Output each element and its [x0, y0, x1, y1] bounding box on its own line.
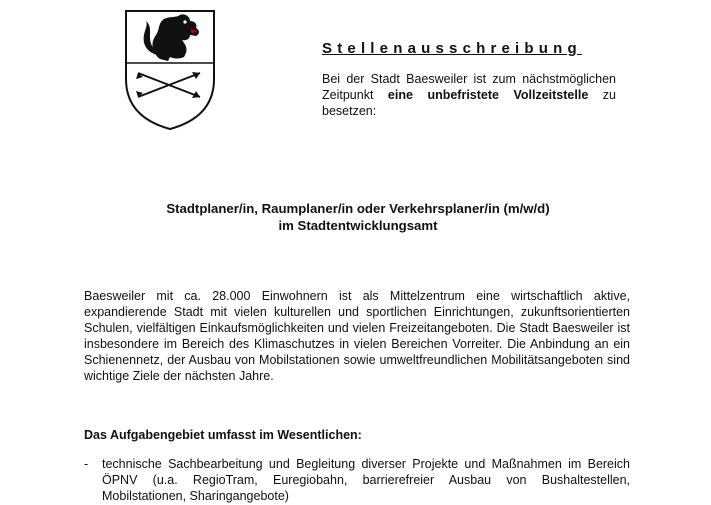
intro-highlight: eine unbefristete Vollzeitstelle: [387, 88, 589, 102]
position-title-line2: im Stadtentwicklungsamt: [278, 218, 438, 233]
task-text: technische Sachbearbeitung und Begleitung diverser Projekte und Maßnahmen im Bereich ÖPNV (u.a. RegioTram, Euregiobahn, barrierefreier Ausbau von Bushaltestellen, Mobilstationen, Sharingangebote): [102, 457, 630, 503]
tasks-heading: Das Aufgabengebiet umfasst im Wesentlichen:: [84, 428, 362, 442]
position-title: [80, 200, 636, 234]
city-description: Baesweiler mit ca. 28.000 Einwohnern ist als Mittelzentrum eine wirtschaftlich aktive, expandierende Stadt mit vielen kulturellen und sportlichen Einrichtungen, zukunftsorientierten Schulen, vielfältigen Einkaufsmöglichkeiten und vielen Freizeitangeboten. Die Stadt Baesweiler ist insbesondere im Bereich des Klimaschutzes in vielen Bereichen Vorreiter. Die Anbindung an ein Schienennetz, der Ausbau von Mobilstationen sowie umweltfreundlichen Mobilitätsangeboten sind wichtige Ziele der nächsten Jahre.: [84, 289, 630, 383]
coat-of-arms-icon: [124, 9, 216, 131]
job-posting-heading: Stellenausschreibung: [322, 40, 582, 57]
intro-text-start: Bei der Stadt Baesweiler ist zum nächstmöglichen Zeitpunkt: [322, 72, 616, 102]
intro-text-end: zu besetzen:: [322, 88, 616, 118]
task-list-item: [84, 456, 630, 504]
position-title-line1: Stadtplaner/in, Raumplaner/in oder Verkehrsplaner/in (m/w/d): [166, 201, 550, 216]
task-bullet: -: [84, 457, 89, 471]
intro-text: [322, 71, 616, 119]
